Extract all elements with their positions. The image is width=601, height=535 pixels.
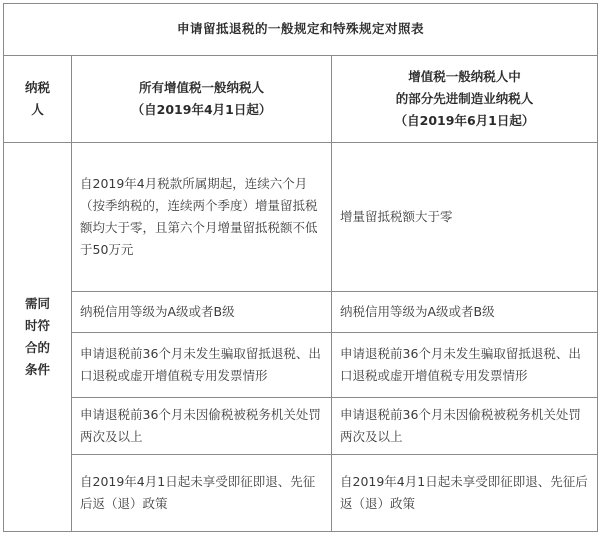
special-condition-1: 增量留抵税额大于零 [332,142,598,292]
header-taxpayer [4,55,72,142]
condition-label-line-4: 条件 [24,361,50,377]
header-taxpayer-line-1: 纳税 [24,79,50,95]
general-condition-1: 自2019年4月税款所属期起，连续六个月（按季纳税的，连续两个季度）增量留抵税额均大于零，且第六个月增量留抵税额不低于50万元 [72,142,332,292]
condition-label [4,142,72,531]
condition-label-line-1: 需同 [24,295,50,311]
header-general-line-1: 所有增值税一般纳税人 [138,79,264,95]
condition-label-line-2: 时符 [24,317,50,333]
special-condition-5: 自2019年4月1日起未享受即征即退、先征后返（退）政策 [332,455,598,532]
header-general-line-2: （自2019年4月1日起） [131,101,272,117]
header-special-line-2: 的部分先进制造业纳税人 [395,90,534,106]
general-condition-3: 申请退税前36个月未发生骗取留抵退税、出口退税或虚开增值税专用发票情形 [72,332,332,398]
header-taxpayer-line-2: 人 [31,101,44,117]
special-condition-2: 纳税信用等级为A级或者B级 [332,292,598,332]
condition-label-line-3: 合的 [24,339,50,355]
header-special [332,55,598,142]
comparison-table [3,3,598,532]
table-title: 申请留抵退税的一般规定和特殊规定对照表 [4,4,598,56]
table-row [4,455,598,532]
table-row [4,142,598,292]
general-condition-5: 自2019年4月1日起未享受即征即退、先征后返（退）政策 [72,455,332,532]
special-condition-4: 申请退税前36个月未因偷税被税务机关处罚两次及以上 [332,398,598,455]
table-row [4,332,598,398]
table-row [4,398,598,455]
special-condition-3: 申请退税前36个月未发生骗取留抵退税、出口退税或虚开增值税专用发票情形 [332,332,598,398]
table-row [4,292,598,332]
header-general [72,55,332,142]
header-special-line-1: 增值税一般纳税人中 [408,68,521,84]
header-row [4,55,598,142]
header-special-line-3: （自2019年6月1日起） [394,112,535,128]
title-row [4,4,598,56]
general-condition-2: 纳税信用等级为A级或者B级 [72,292,332,332]
general-condition-4: 申请退税前36个月未因偷税被税务机关处罚两次及以上 [72,398,332,455]
